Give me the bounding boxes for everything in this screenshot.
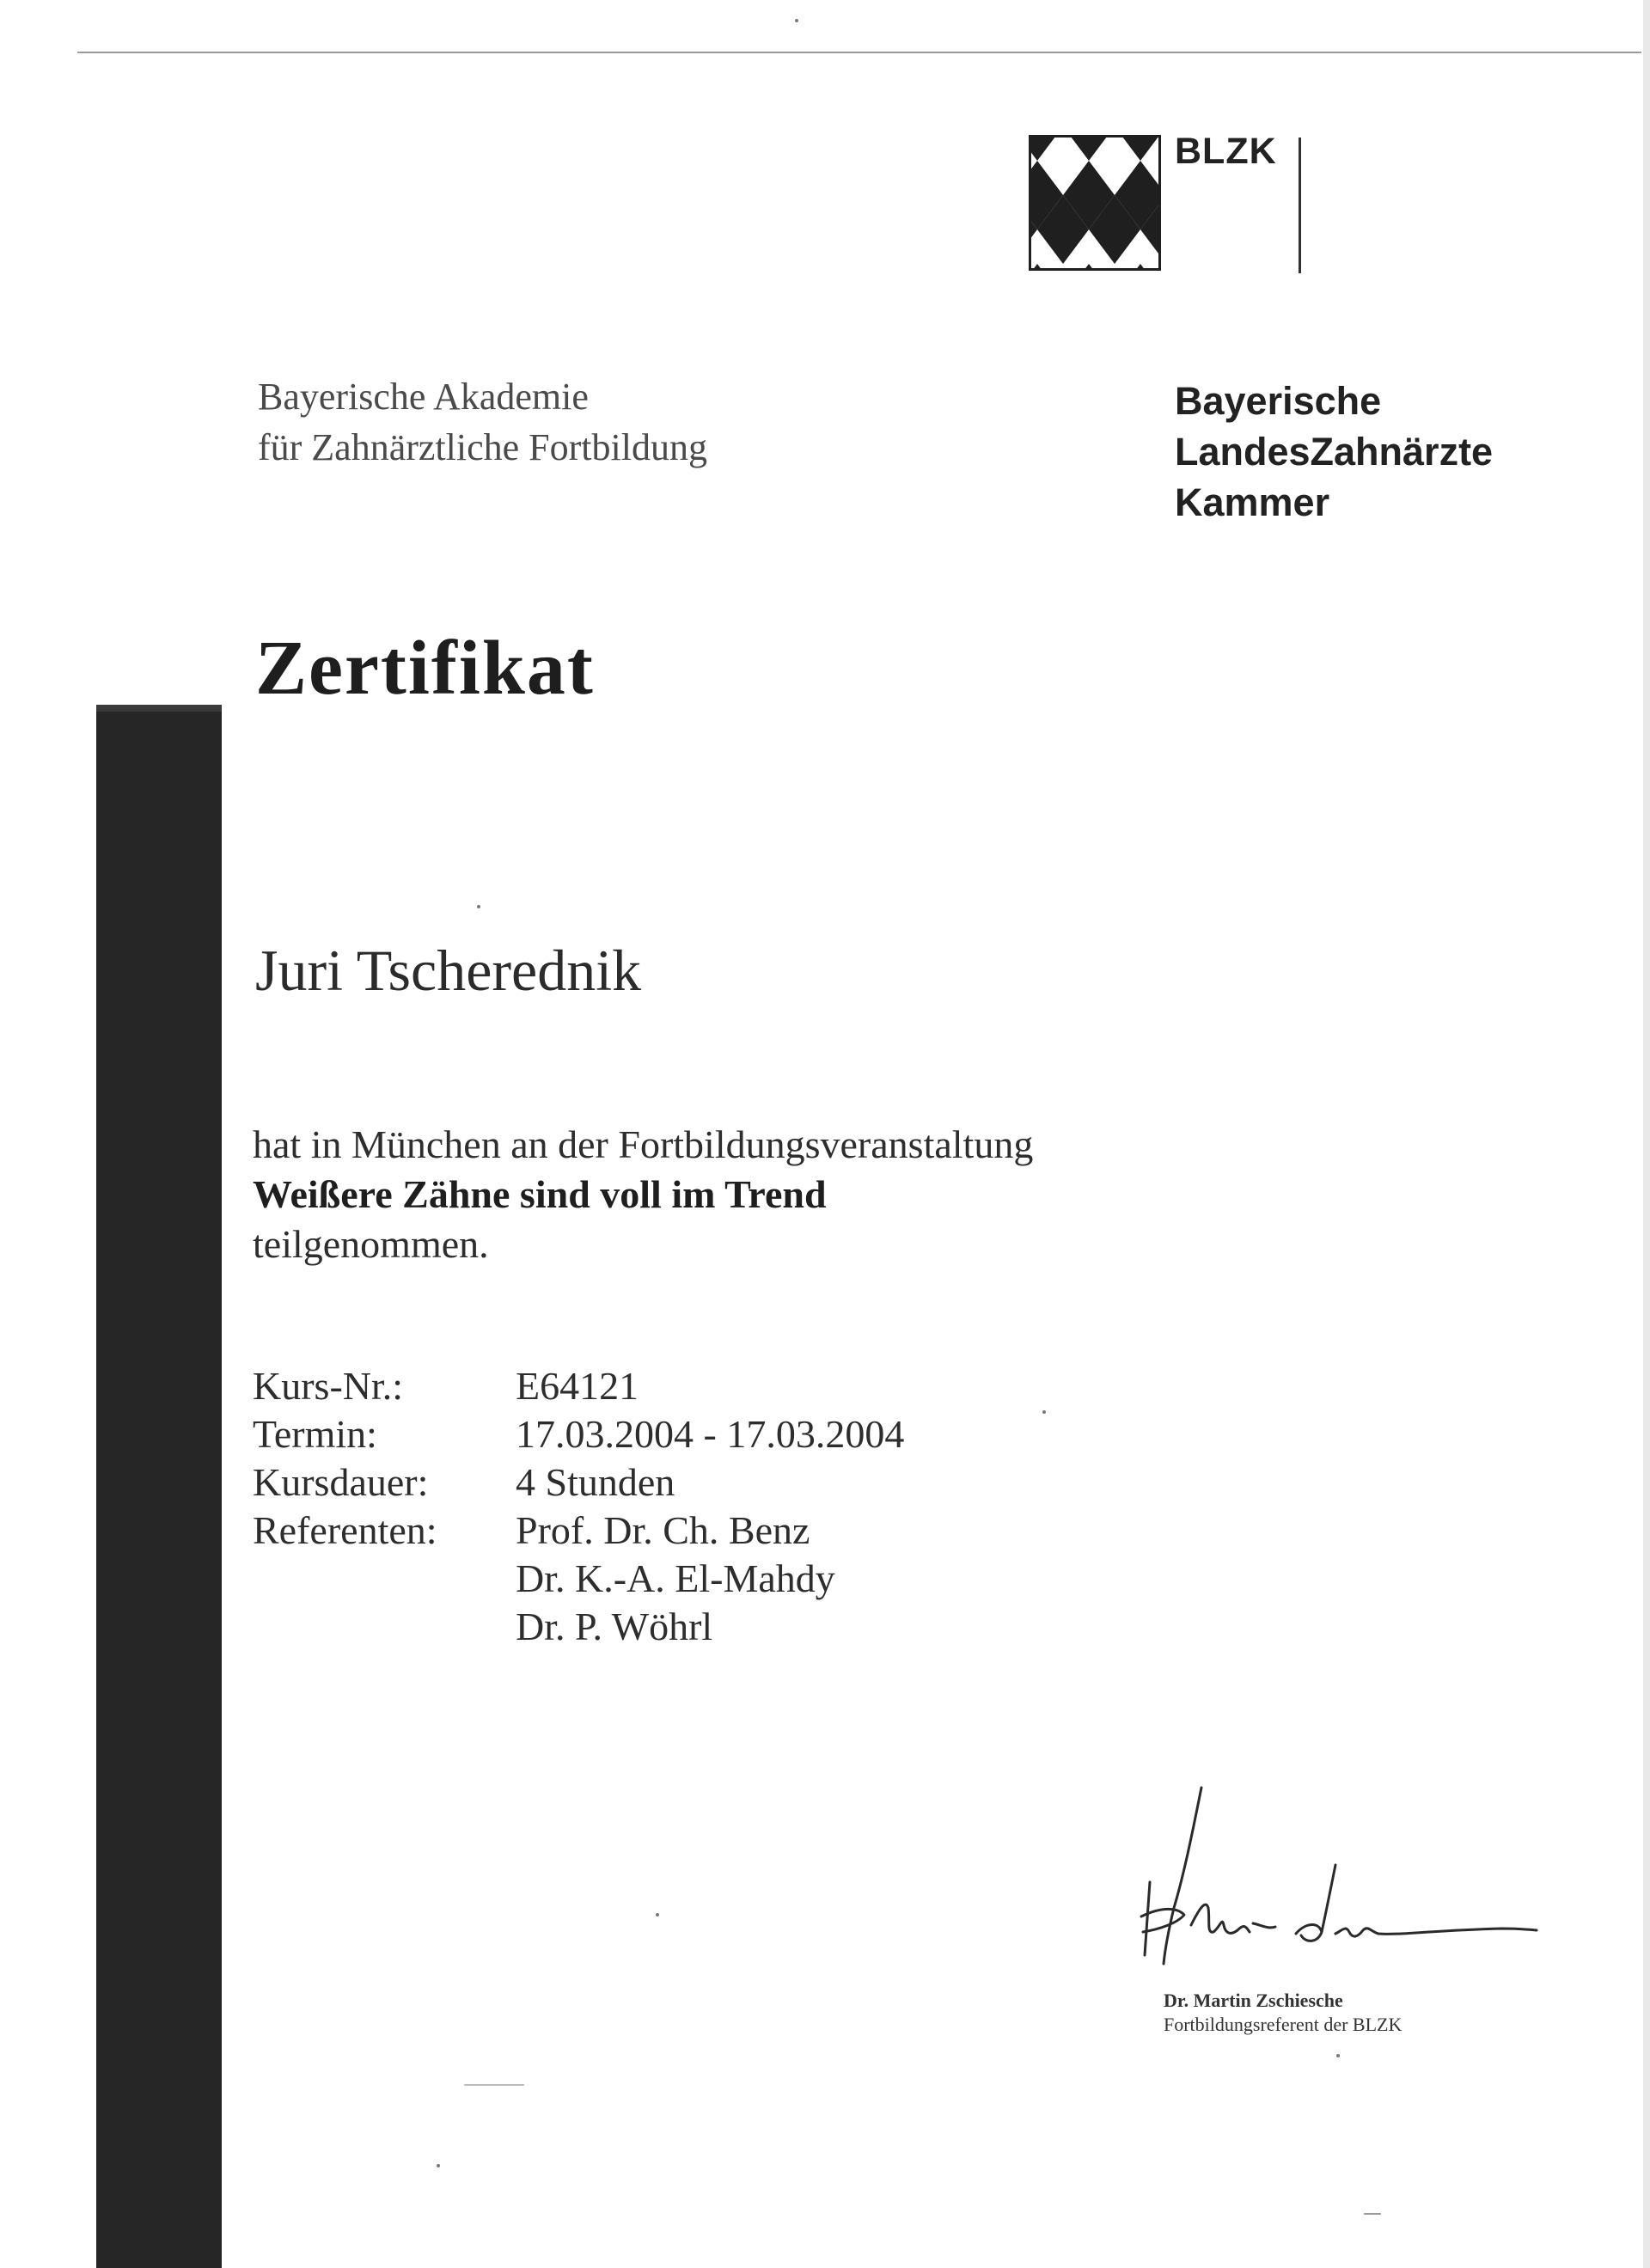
scan-speck — [437, 2164, 440, 2167]
course-no-value: E64121 — [516, 1364, 639, 1408]
scan-speck — [1364, 2213, 1381, 2215]
detail-row-duration — [253, 1458, 904, 1507]
course-no-label: Kurs-Nr.: — [253, 1364, 404, 1408]
signatory-role: Fortbildungsreferent der BLZK — [1164, 2014, 1402, 2035]
chamber-line-3: Kammer — [1175, 480, 1330, 524]
scan-speck — [795, 19, 798, 22]
certificate-title: Zertifikat — [255, 626, 595, 711]
statement-intro: hat in München an der Fortbildungsveranstaltung — [253, 1122, 1034, 1166]
speaker-1: Prof. Dr. Ch. Benz — [516, 1508, 810, 1552]
signatory-name: Dr. Martin Zschiesche — [1164, 1990, 1343, 2011]
detail-row-speaker-3 — [253, 1603, 904, 1651]
scan-speck — [477, 905, 480, 908]
chamber-line-1: Bayerische — [1175, 379, 1382, 423]
scan-right-edge — [1643, 0, 1650, 2268]
date-label: Termin: — [253, 1412, 377, 1456]
statement-outro: teilgenommen. — [253, 1222, 489, 1266]
bavarian-lozenge-flag-icon — [1029, 135, 1161, 271]
speaker-2: Dr. K.-A. El-Mahdy — [516, 1556, 835, 1600]
detail-row-date — [253, 1410, 904, 1458]
recipient-name: Juri Tscherednik — [255, 938, 642, 1003]
logo-divider — [1299, 138, 1301, 273]
speakers-label: Referenten: — [253, 1508, 437, 1552]
chamber-line-2: LandesZahnärzte — [1175, 430, 1494, 474]
academy-name — [258, 371, 707, 473]
detail-row-speakers — [253, 1507, 904, 1555]
detail-row-course-no — [253, 1362, 904, 1410]
duration-label: Kursdauer: — [253, 1460, 429, 1504]
left-decorative-bar — [96, 712, 222, 2268]
scan-speck — [1336, 2054, 1340, 2057]
academy-line-2: für Zahnärztliche Fortbildung — [258, 426, 707, 468]
chamber-name — [1175, 376, 1493, 528]
date-value: 17.03.2004 - 17.03.2004 — [516, 1412, 905, 1456]
course-name: Weißere Zähne sind voll im Trend — [253, 1172, 827, 1216]
speaker-3: Dr. P. Wöhrl — [516, 1605, 713, 1648]
participation-statement — [253, 1120, 1033, 1269]
scan-speck — [464, 2084, 524, 2086]
signatory-block — [1164, 1989, 1402, 2037]
detail-row-speaker-2 — [253, 1555, 904, 1603]
handwritten-signature — [1124, 1779, 1545, 1985]
scan-speck — [656, 1913, 659, 1916]
scan-speck — [1042, 1410, 1046, 1414]
logo-acronym: BLZK — [1175, 131, 1277, 172]
academy-line-1: Bayerische Akademie — [258, 376, 589, 418]
duration-value: 4 Stunden — [516, 1460, 675, 1504]
scan-top-edge — [77, 52, 1641, 53]
course-details — [253, 1362, 904, 1651]
